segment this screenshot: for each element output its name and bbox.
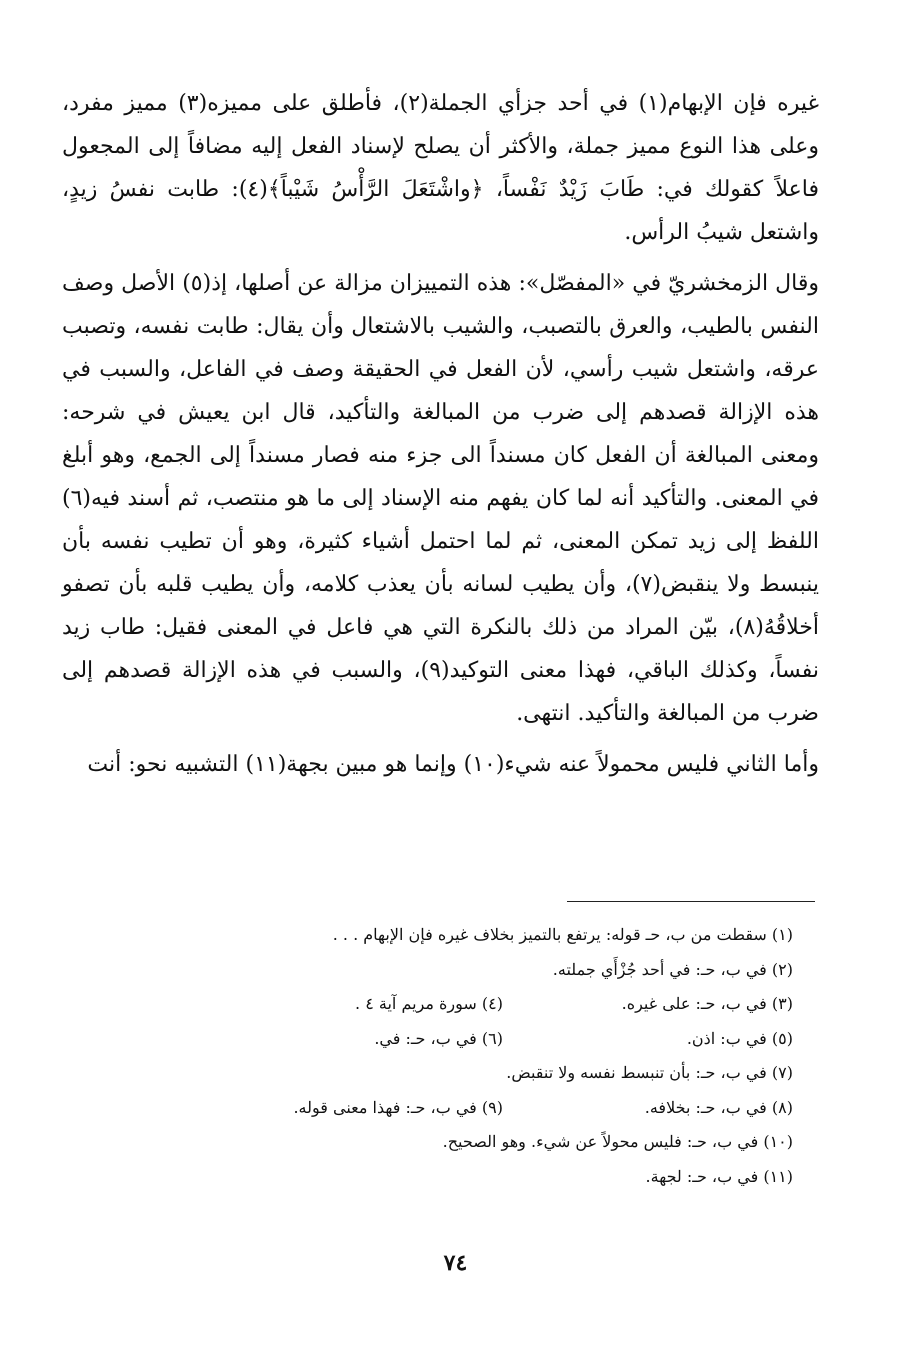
footnote-row xyxy=(70,1091,793,1126)
footnote-row xyxy=(70,987,793,1022)
footnote-row xyxy=(70,953,793,988)
footnote-8: (٨) في ب، حـ: بخلافه. xyxy=(644,1097,793,1117)
footnote-5: (٥) في ب: اذن. xyxy=(686,1028,793,1048)
footnote-row xyxy=(70,1160,793,1195)
footnote-row xyxy=(70,918,793,953)
footnote-divider xyxy=(567,901,815,902)
paragraph-3: وأما الثاني فليس محمولاً عنه شيء(١٠) وإنما هو مبين بجهة(١١) التشبيه نحو: أنت xyxy=(87,752,819,777)
main-text xyxy=(62,82,819,786)
footnote-2: (٢) في ب، حـ: في أحد جُزْأَي جملته. xyxy=(552,959,793,979)
footnote-9: (٩) في ب، حـ: فهذا معنى قوله. xyxy=(293,1097,503,1117)
footnote-10: (١٠) في ب، حـ: فليس محولاً عن شيء. وهو الصحيح. xyxy=(442,1132,793,1151)
footnotes xyxy=(70,918,793,1194)
footnote-7: (٧) في ب، حـ: بأن تنبسط نفسه ولا تنقبض. xyxy=(506,1063,793,1082)
paragraph-2: وقال الزمخشريّ في «المفصّل»: هذه التمييزان مزالة عن أصلها، إذ(٥) الأصل وصف النفس بالطيب، والعرق بالتصبب، والشيب بالاشتعال وأن يقال: طابت نفسه، وتصبب عرقه، واشتعل شيب رأسي، لأن الفعل في الحقيقة وصف في الفاعل، والسبب في هذه الإزالة قصدهم إلى ضرب من المبالغة والتأكيد، قال ابن يعيش في شرحه: ومعنى المبالغة أن الفعل كان مسنداً الى جزء منه فصار مسنداً إلى الجمع، وهو أبلغ في المعنى. والتأكيد أنه لما كان يفهم منه الإسناد إلى ما هو منتصب، ثم أسند فيه(٦) اللفظ إلى زيد تمكن المعنى، ثم لما احتمل أشياء كثيرة، وهو أن تطيب نفسه بأن ينبسط ولا ينقبض(٧)، وأن يطيب لسانه بأن يعذب كلامه، وأن يطيب قلبه بأن تصفو أخلاقُهُ(٨)، بيّن المراد من ذلك بالنكرة التي هي فاعل في المعنى فقيل: طاب زيد نفساً، وكذلك الباقي، فهذا معنى التوكيد(٩)، والسبب في هذه الإزالة قصدهم إلى ضرب من المبالغة والتأكيد. انتهى. xyxy=(62,271,819,726)
footnote-11: (١١) في ب، حـ: لجهة. xyxy=(645,1166,793,1186)
footnote-row xyxy=(70,1125,793,1160)
footnote-6: (٦) في ب، حـ: في. xyxy=(374,1028,503,1048)
footnote-3: (٣) في ب، حـ: على غيره. xyxy=(621,994,793,1013)
paragraph-1: غيره فإن الإبهام(١) في أحد جزأي الجملة(٢)، فأطلق على مميزه(٣) مميز مفرد، وعلى هذا النوع مميز جملة، والأكثر أن يصلح لإسناد الفعل إليه مضافاً إلى المجعول فاعلاً كقولك في: طَابَ زَيْدٌ نَفْساً، ﴿واشْتَعَلَ الرَّأْسُ شَيْباً﴾(٤): طابت نفسُ زيدٍ، واشتعل شيبُ الرأس. xyxy=(62,91,819,245)
footnote-4: (٤) سورة مريم آية ٤ . xyxy=(355,994,503,1013)
footnote-row xyxy=(70,1056,793,1091)
footnote-row xyxy=(70,1022,793,1057)
footnote-1: (١) سقطت من ب، حـ قوله: يرتفع بالتميز بخلاف غيره فإن الإبهام . . . xyxy=(332,925,793,944)
page-number: ٧٤ xyxy=(443,1250,468,1276)
